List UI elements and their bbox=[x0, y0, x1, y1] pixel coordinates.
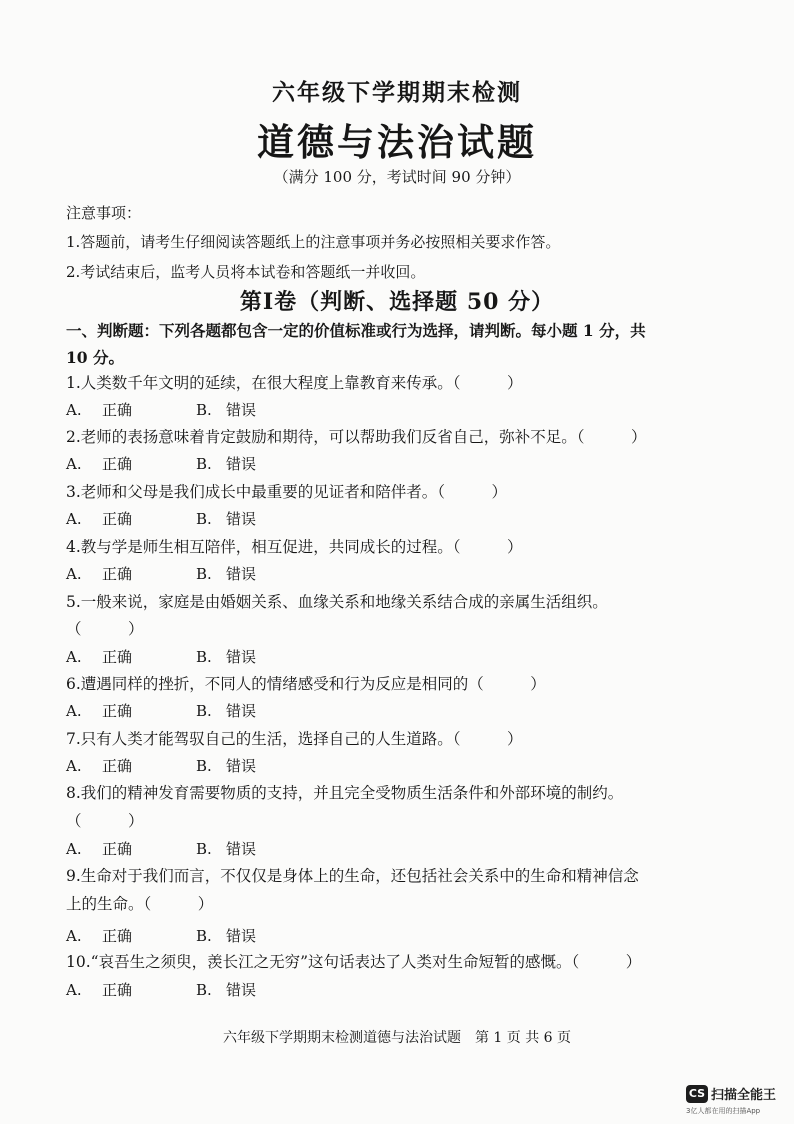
page-footer: 六年级下学期期末检测道德与法治试题 第 1 页 共 6 页 bbox=[222, 1030, 572, 1046]
scanner-logo-tagline: 3亿人都在用的扫描App bbox=[686, 1107, 761, 1115]
question-7: 7.只有人类才能驾驭自己的生活，选择自己的人生道路。（ ） bbox=[66, 730, 523, 748]
option-b-letter: B. bbox=[196, 565, 212, 583]
option-b-text: 错误 bbox=[226, 401, 257, 419]
option-b-text: 错误 bbox=[226, 757, 257, 775]
part-heading: 一、判断题：下列各题都包含一定的价值标准或行为选择，请判断。每小题 1 分，共 bbox=[66, 321, 646, 340]
question-9-options bbox=[66, 925, 256, 946]
exam-grade-title: 六年级下学期期末检测 bbox=[272, 79, 522, 106]
option-b-letter: B. bbox=[196, 702, 212, 720]
option-b-letter: B. bbox=[196, 981, 212, 999]
option-a-text: 正确 bbox=[102, 565, 133, 583]
section-title: 第Ⅰ卷（判断、选择题 50 分） bbox=[239, 289, 555, 315]
question-2-options bbox=[66, 453, 256, 474]
option-b-text: 错误 bbox=[226, 510, 257, 528]
scanner-logo bbox=[686, 1083, 776, 1103]
option-a-text: 正确 bbox=[102, 702, 133, 720]
option-b-letter: B. bbox=[196, 510, 212, 528]
option-a-letter: A. bbox=[66, 927, 82, 945]
option-b-text: 错误 bbox=[226, 927, 257, 945]
question-4: 4.教与学是师生相互陪伴，相互促进，共同成长的过程。（ ） bbox=[66, 538, 523, 556]
note-item: 2.考试结束后，监考人员将本试卷和答题纸一并收回。 bbox=[66, 263, 426, 281]
question-6-options bbox=[66, 700, 256, 721]
option-a-text: 正确 bbox=[102, 455, 133, 473]
note-item: 1.答题前，请考生仔细阅读答题纸上的注意事项并务必按照相关要求作答。 bbox=[66, 233, 561, 251]
option-b-text: 错误 bbox=[226, 565, 257, 583]
question-3-options bbox=[66, 508, 256, 529]
question-1: 1.人类数千年文明的延续，在很大程度上靠教育来传承。（ ） bbox=[66, 374, 523, 392]
question-5: 5.一般来说，家庭是由婚姻关系、血缘关系和地缘关系结合成的亲属生活组织。 bbox=[66, 593, 608, 611]
option-a-text: 正确 bbox=[102, 927, 133, 945]
option-a-text: 正确 bbox=[102, 401, 133, 419]
option-b-letter: B. bbox=[196, 927, 212, 945]
notes-title: 注意事项： bbox=[66, 204, 142, 222]
question-10-options bbox=[66, 979, 256, 1000]
option-b-text: 错误 bbox=[226, 455, 257, 473]
question-6: 6.遭遇同样的挫折，不同人的情绪感受和行为反应是相同的（ ） bbox=[66, 675, 546, 693]
option-a-letter: A. bbox=[66, 981, 82, 999]
option-a-letter: A. bbox=[66, 455, 82, 473]
option-a-letter: A. bbox=[66, 648, 82, 666]
part-heading-cont: 10 分。 bbox=[66, 348, 124, 367]
option-a-text: 正确 bbox=[102, 757, 133, 775]
option-a-letter: A. bbox=[66, 840, 82, 858]
question-1-options bbox=[66, 399, 256, 420]
option-b-letter: B. bbox=[196, 455, 212, 473]
option-b-letter: B. bbox=[196, 757, 212, 775]
option-a-text: 正确 bbox=[102, 981, 133, 999]
question-5-options bbox=[66, 646, 256, 667]
question-9: 9.生命对于我们而言，不仅仅是身体上的生命，还包括社会关系中的生命和精神信念 bbox=[66, 867, 639, 885]
option-a-text: 正确 bbox=[102, 840, 133, 858]
option-b-letter: B. bbox=[196, 648, 212, 666]
question-10: 10.“哀吾生之须臾，羡长江之无穷”这句话表达了人类对生命短暂的感慨。（ ） bbox=[66, 953, 642, 971]
exam-subject-title: 道德与法治试题 bbox=[257, 120, 537, 164]
question-3: 3.老师和父母是我们成长中最重要的见证者和陪伴者。（ ） bbox=[66, 483, 508, 501]
option-b-text: 错误 bbox=[226, 702, 257, 720]
option-a-text: 正确 bbox=[102, 510, 133, 528]
option-a-letter: A. bbox=[66, 565, 82, 583]
scanner-logo-name: 扫描全能王 bbox=[711, 1088, 777, 1103]
question-4-options bbox=[66, 563, 256, 584]
question-8-cont: （ ） bbox=[66, 812, 144, 830]
option-a-letter: A. bbox=[66, 702, 82, 720]
option-b-text: 错误 bbox=[226, 648, 257, 666]
exam-subtitle: （满分 100 分，考试时间 90 分钟） bbox=[273, 168, 521, 186]
option-b-letter: B. bbox=[196, 840, 212, 858]
option-a-letter: A. bbox=[66, 510, 82, 528]
option-a-letter: A. bbox=[66, 401, 82, 419]
option-b-text: 错误 bbox=[226, 840, 257, 858]
question-9-cont: 上的生命。（ ） bbox=[66, 895, 214, 913]
option-b-letter: B. bbox=[196, 401, 212, 419]
question-2: 2.老师的表扬意味着肯定鼓励和期待，可以帮助我们反省自己，弥补不足。（ ） bbox=[66, 428, 647, 446]
option-b-text: 错误 bbox=[226, 981, 257, 999]
question-8: 8.我们的精神发育需要物质的支持，并且完全受物质生活条件和外部环境的制约。 bbox=[66, 784, 624, 802]
question-7-options bbox=[66, 755, 256, 776]
question-5-cont: （ ） bbox=[66, 620, 144, 638]
camscanner-icon: CS bbox=[686, 1085, 708, 1103]
option-a-text: 正确 bbox=[102, 648, 133, 666]
option-a-letter: A. bbox=[66, 757, 82, 775]
question-8-options bbox=[66, 838, 256, 859]
